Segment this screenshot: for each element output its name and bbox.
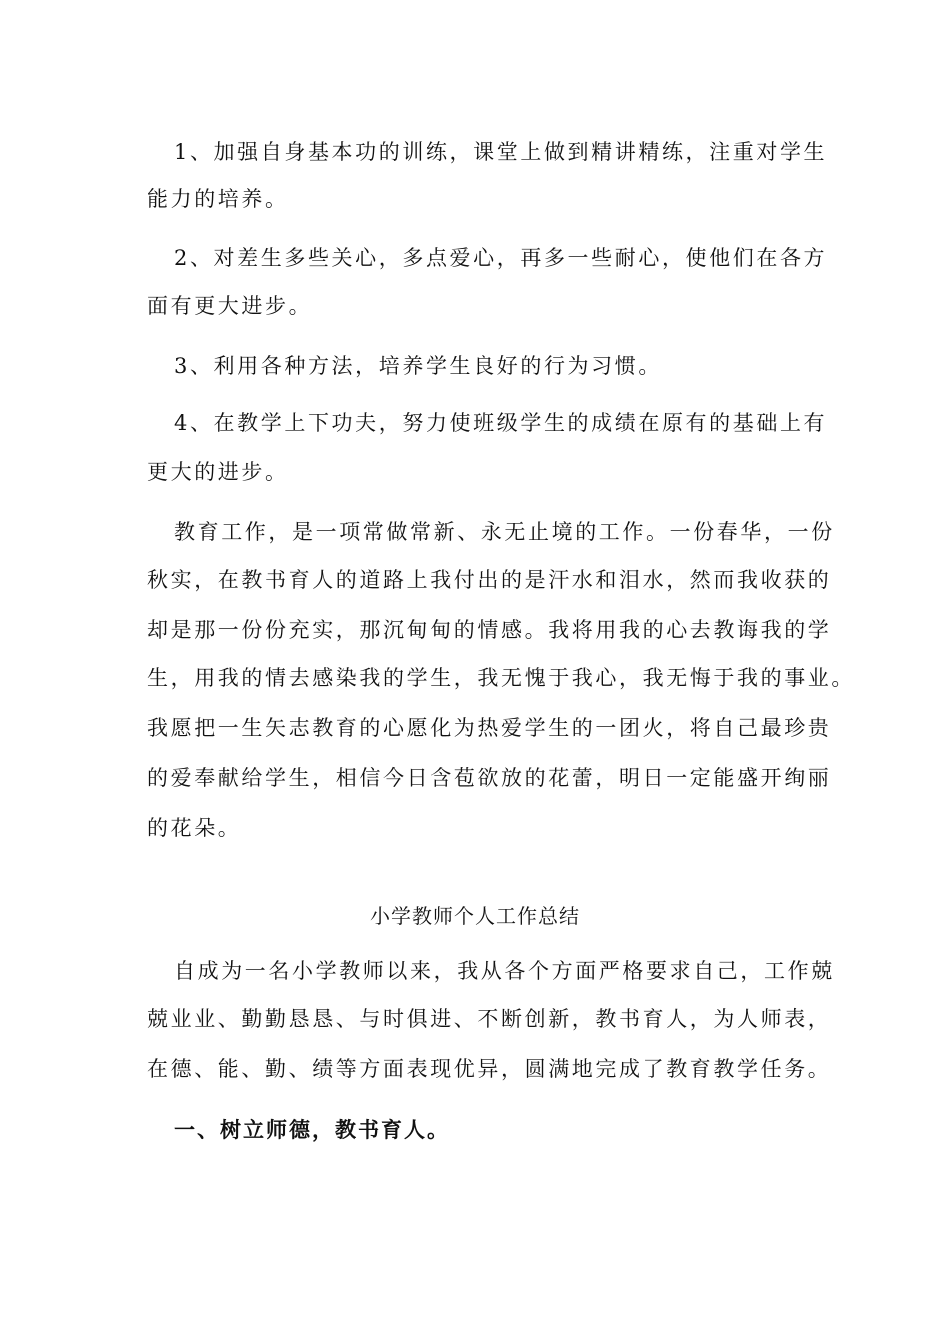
closing-paragraph-line-6: 的爱奉献给学生，相信今日含苞欲放的花蕾，明日一定能盛开绚丽 <box>147 766 832 790</box>
intro-paragraph-line-1: 自成为一名小学教师以来，我从各个方面严格要求自己，工作兢 <box>174 959 835 983</box>
closing-paragraph-line-4: 生，用我的情去感染我的学生，我无愧于我心，我无悔于我的事业。 <box>147 666 855 690</box>
heading-1: 一、树立师德，教书育人。 <box>174 1117 450 1142</box>
measure-3-line-1: 3、利用各种方法，培养学生良好的行为习惯。 <box>174 354 662 378</box>
measure-2-line-1: 2、对差生多些关心，多点爱心，再多一些耐心，使他们在各方 <box>174 246 828 270</box>
measure-2-line-2: 面有更大进步。 <box>147 294 313 318</box>
section-title: 小学教师个人工作总结 <box>370 904 580 928</box>
measure-4-line-1: 4、在教学上下功夫，努力使班级学生的成绩在原有的基础上有 <box>174 411 828 435</box>
closing-paragraph-line-2: 秋实，在教书育人的道路上我付出的是汗水和泪水，然而我收获的 <box>147 568 832 592</box>
measure-4-line-2: 更大的进步。 <box>147 460 289 484</box>
intro-paragraph-line-3: 在德、能、勤、绩等方面表现优异，圆满地完成了教育教学任务。 <box>147 1057 832 1081</box>
closing-paragraph-line-5: 我愿把一生矢志教育的心愿化为热爱学生的一团火，将自己最珍贵 <box>147 716 832 740</box>
measure-1-line-2: 能力的培养。 <box>147 187 289 211</box>
measure-1-line-1: 1、加强自身基本功的训练，课堂上做到精讲精练，注重对学生 <box>174 140 828 164</box>
closing-paragraph-line-7: 的花朵。 <box>147 816 242 840</box>
closing-paragraph-line-3: 却是那一份份充实，那沉甸甸的情感。我将用我的心去教诲我的学 <box>147 618 832 642</box>
closing-paragraph-line-1: 教育工作，是一项常做常新、永无止境的工作。一份春华，一份 <box>174 520 835 544</box>
intro-paragraph-line-2: 兢业业、勤勤恳恳、与时俱进、不断创新，教书育人，为人师表， <box>147 1007 832 1031</box>
